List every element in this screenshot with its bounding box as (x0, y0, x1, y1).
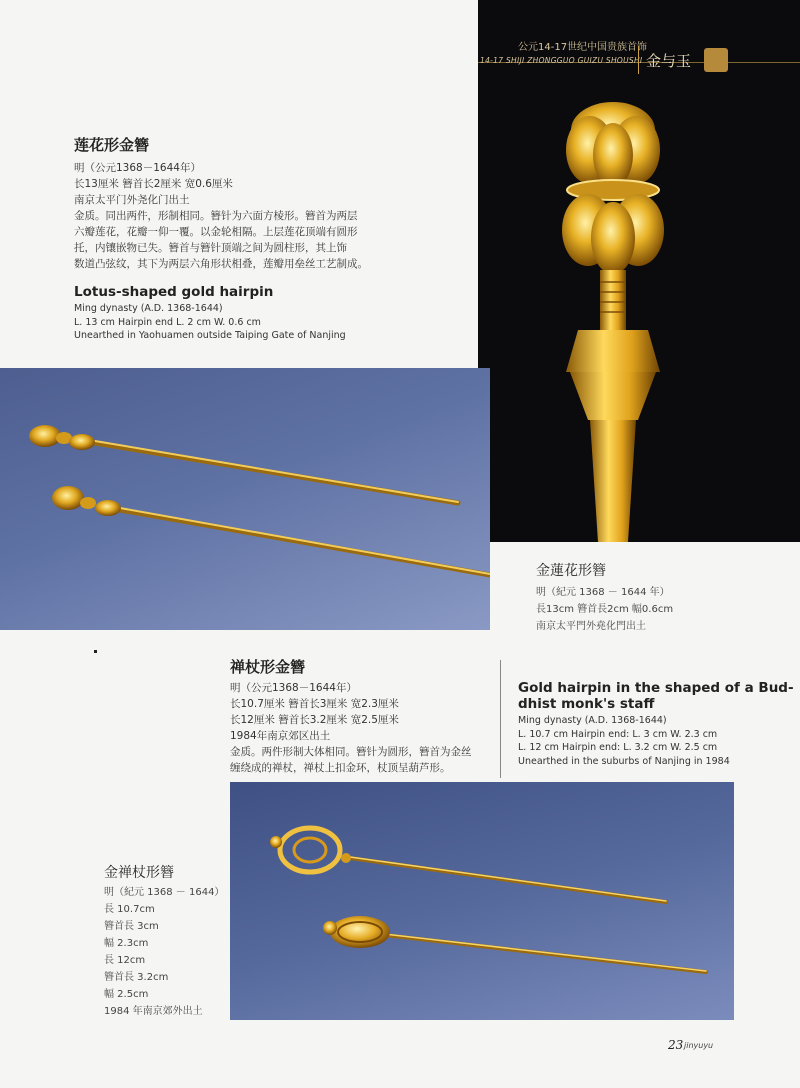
item2-en-line: L. 12 cm Hairpin end: L. 3.2 cm W. 2.5 cm (518, 742, 718, 753)
item2-en-line: Ming dynasty (A.D. 1368-1644) (518, 715, 667, 726)
item2-tr-line: 幅 2.3cm (104, 938, 149, 949)
item2-tr-line: 簪首長 3.2cm (104, 972, 169, 983)
item2-en-line: L. 10.7 cm Hairpin end: L. 3 cm W. 2.3 cm (518, 728, 718, 740)
photo-lotus-hairpins (0, 368, 490, 630)
page-footer-label: jinyuyu (684, 1041, 714, 1050)
item2-english-title (518, 680, 794, 712)
item1-cn-line: 托，内镶嵌物已失。簪首与簪针顶端之间为圆柱形，其上饰 (74, 242, 347, 254)
item2-tr-line: 1984 年南京郊外出土 (104, 1006, 203, 1017)
photo-staff-hairpins (230, 782, 734, 1020)
running-header-chinese: 公元14-17世纪中国贵族首饰 (518, 42, 648, 53)
item1-cn-line: 明（公元1368－1644年） (74, 162, 201, 174)
staff-hairpins-image (230, 782, 734, 1020)
item1-cn-line: 数道凸弦纹，其下为两层六角形状相叠，莲瓣用垒丝工艺制成。 (74, 258, 368, 270)
item1-chinese-title: 莲花形金簪 (74, 136, 150, 154)
item1-en-line: Ming dynasty (A.D. 1368-1644) (74, 303, 223, 314)
item2-en-line: Unearthed in the suburbs of Nanjing in 1984 (518, 755, 730, 767)
item2-tr-line: 幅 2.5cm (104, 989, 149, 1000)
item2-cn-line: 缠绕成的禅杖，禅杖上扣金环，杖顶呈葫芦形。 (230, 762, 451, 774)
item1-cn-line: 南京太平门外尧化门出土 (74, 194, 190, 206)
item1-cn-line: 金质。同出两件，形制相同。簪针为六面方棱形。簪首为两层 (74, 210, 358, 222)
item2-cn-line: 明（公元1368－1644年） (230, 682, 357, 694)
seal-ornament-icon (704, 48, 728, 72)
item2-tr-line: 明（紀元 1368 － 1644） (104, 887, 225, 898)
item1-traditional-details (536, 584, 673, 635)
column-divider (500, 660, 501, 778)
item2-cn-line: 长10.7厘米 簪首长3厘米 宽2.3厘米 (230, 698, 399, 710)
item2-cn-line: 1984年南京郊区出土 (230, 730, 331, 742)
section-title: 金与玉 (646, 52, 692, 70)
item1-english-details (74, 302, 346, 343)
item2-traditional-details (104, 884, 224, 1020)
item2-traditional-title: 金禅杖形簪 (104, 865, 174, 881)
item2-cn-line: 金质。两件形制大体相同。簪针为圆形，簪首为金丝 (230, 746, 472, 758)
running-header-pinyin: 14-17 SHIJI ZHONGGUO GUIZU SHOUSHI (480, 56, 643, 65)
lotus-hairpin-closeup-image (478, 0, 800, 542)
item2-english-details (518, 714, 730, 768)
item2-tr-line: 長 12cm (104, 955, 146, 966)
lotus-hairpins-image (0, 368, 490, 630)
item1-cn-line: 六瓣莲花，花瓣一仰一覆。以金轮相隔。上层莲花顶端有圆形 (74, 226, 358, 238)
item1-en-line: Unearthed in Yaohuamen outside Taiping Gate of Nanjing (74, 330, 346, 341)
item2-chinese-description (230, 680, 472, 776)
item2-chinese-title: 禅杖形金簪 (230, 658, 306, 676)
item1-en-line: L. 13 cm Hairpin end L. 2 cm W. 0.6 cm (74, 316, 261, 328)
item2-en-title-line: dhist monk's staff (518, 696, 655, 712)
item1-chinese-description (74, 160, 368, 272)
item2-cn-line: 长12厘米 簪首长3.2厘米 宽2.5厘米 (230, 714, 399, 726)
item2-en-title-line: Gold hairpin in the shaped of a Bud- (518, 680, 794, 696)
photo-lotus-hairpin-closeup (478, 0, 800, 542)
item1-english-title: Lotus-shaped gold hairpin (74, 284, 274, 300)
item2-tr-line: 長 10.7cm (104, 904, 155, 915)
item1-tr-line: 南京太平門外堯化門出土 (536, 621, 646, 632)
item1-traditional-title: 金蓮花形簪 (536, 563, 606, 579)
item2-tr-line: 簪首長 3cm (104, 921, 159, 932)
item1-tr-line: 明（紀元 1368 － 1644 年） (536, 587, 670, 598)
item1-tr-line: 長13cm 簪首長2cm 幅0.6cm (536, 604, 674, 615)
printer-mark (94, 650, 97, 653)
item1-cn-line: 长13厘米 簪首长2厘米 宽0.6厘米 (74, 178, 233, 190)
page-number: 23 (668, 1038, 684, 1052)
